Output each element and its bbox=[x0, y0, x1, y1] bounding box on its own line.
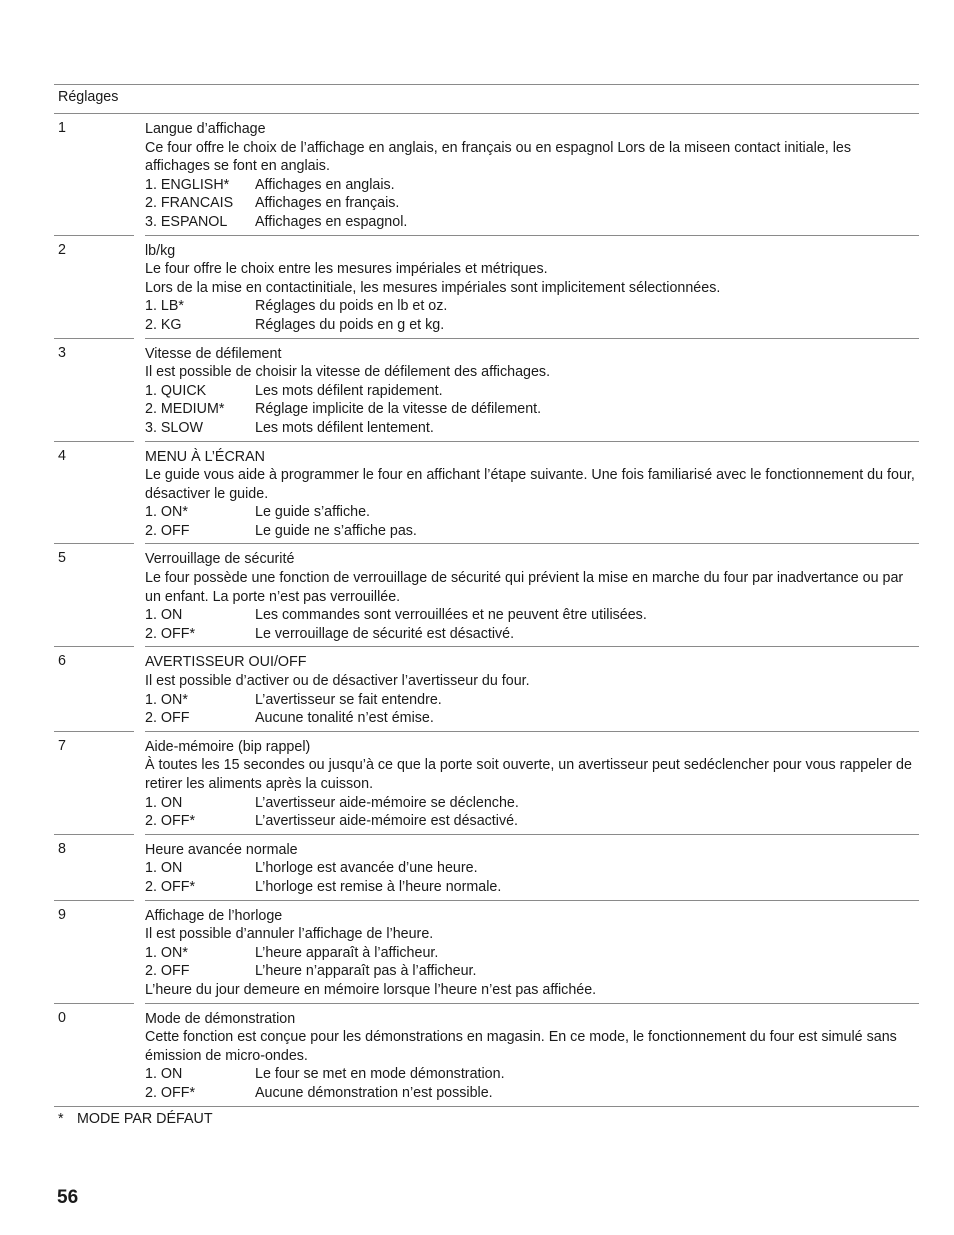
setting-option bbox=[145, 1084, 919, 1103]
setting-option bbox=[145, 859, 919, 878]
option-description: Réglages du poids en lb et oz. bbox=[255, 298, 448, 315]
option-description: Le verrouillage de sécurité est désactivé. bbox=[255, 625, 515, 642]
option-key: 1. QUICK bbox=[145, 382, 207, 399]
setting-description: Cette fonction est conçue pour les démonstrations en magasin. En ce mode, le fonctionnement du four est simulé sans émission de micro-ondes. bbox=[145, 1029, 897, 1064]
setting-description: Le four possède une fonction de verrouillage de sécurité qui prévient la mise en marche du four par inadvertance ou par un enfant. La porte n’est pas verrouillée. bbox=[145, 570, 904, 605]
setting-option bbox=[145, 878, 919, 897]
setting-note: L’heure du jour demeure en mémoire lorsque l’heure n’est pas affichée. bbox=[145, 981, 597, 998]
option-key: 1. ON bbox=[145, 1066, 183, 1083]
setting-content bbox=[145, 242, 919, 335]
option-key: 1. ON bbox=[145, 860, 183, 877]
setting-row bbox=[54, 901, 919, 1003]
setting-title: lb/kg bbox=[145, 242, 176, 259]
setting-option bbox=[145, 400, 919, 419]
option-key: 2. OFF bbox=[145, 710, 190, 727]
option-key: 1. ON* bbox=[145, 944, 188, 961]
option-description: L’avertisseur aide-mémoire se déclenche. bbox=[255, 794, 519, 811]
option-description: Affichages en français. bbox=[255, 195, 400, 212]
setting-description: Le guide vous aide à programmer le four en affichant l’étape suivante. Une fois familiarisé avec le fonctionnement du four, désactiver le guide. bbox=[145, 467, 915, 502]
setting-row bbox=[54, 442, 919, 544]
setting-description: Il est possible de choisir la vitesse de défilement des affichages. bbox=[145, 364, 551, 381]
option-key: 2. OFF* bbox=[145, 878, 196, 895]
option-description: L’avertisseur se fait entendre. bbox=[255, 691, 442, 708]
settings-rows bbox=[54, 114, 919, 1106]
option-description: Aucune tonalité n’est émise. bbox=[255, 710, 434, 727]
setting-row bbox=[54, 647, 919, 730]
option-key: 1. ENGLISH* bbox=[145, 176, 230, 193]
row-separator bbox=[54, 441, 919, 442]
setting-row bbox=[54, 1004, 919, 1106]
option-description: L’heure n’apparaît pas à l’afficheur. bbox=[255, 963, 477, 980]
setting-content bbox=[145, 653, 919, 727]
option-description: Aucune démonstration n’est possible. bbox=[255, 1084, 493, 1101]
setting-number: 6 bbox=[58, 653, 66, 670]
setting-option bbox=[145, 794, 919, 813]
setting-option bbox=[145, 503, 919, 522]
setting-option bbox=[145, 194, 919, 213]
option-description: Le guide ne s’affiche pas. bbox=[255, 522, 417, 539]
setting-number: 7 bbox=[58, 737, 66, 754]
setting-content bbox=[145, 907, 919, 1000]
row-separator bbox=[54, 338, 919, 339]
row-separator bbox=[54, 900, 919, 901]
setting-title: Vitesse de défilement bbox=[145, 345, 282, 362]
option-description: Affichages en anglais. bbox=[255, 176, 395, 193]
footnote-text: MODE PAR DÉFAUT bbox=[77, 1110, 213, 1127]
setting-option bbox=[145, 419, 919, 438]
option-key: 2. KG bbox=[145, 316, 182, 333]
setting-title: Verrouillage de sécurité bbox=[145, 551, 295, 568]
option-key: 2. MEDIUM* bbox=[145, 401, 225, 418]
option-key: 2. OFF* bbox=[145, 1084, 196, 1101]
option-description: L’horloge est avancée d’une heure. bbox=[255, 860, 478, 877]
setting-option bbox=[145, 1065, 919, 1084]
option-key: 3. ESPANOL bbox=[145, 213, 228, 230]
option-key: 1. LB* bbox=[145, 298, 184, 315]
setting-content bbox=[145, 345, 919, 438]
setting-number: 9 bbox=[58, 906, 66, 923]
setting-option bbox=[145, 176, 919, 195]
setting-row bbox=[54, 835, 919, 900]
row-separator bbox=[54, 543, 919, 544]
row-separator bbox=[54, 1003, 919, 1004]
option-key: 3. SLOW bbox=[145, 419, 203, 436]
option-key: 1. ON bbox=[145, 794, 183, 811]
setting-number: 3 bbox=[58, 344, 66, 361]
setting-content bbox=[145, 738, 919, 831]
setting-option bbox=[145, 382, 919, 401]
footnote bbox=[54, 1107, 919, 1127]
setting-number: 5 bbox=[58, 550, 66, 567]
setting-row bbox=[54, 339, 919, 441]
setting-number: 2 bbox=[58, 241, 66, 258]
setting-content bbox=[145, 550, 919, 643]
setting-description: Il est possible d’annuler l’affichage de l’heure. bbox=[145, 926, 434, 943]
option-key: 2. FRANCAIS bbox=[145, 195, 234, 212]
setting-number: 4 bbox=[58, 447, 66, 464]
setting-option bbox=[145, 213, 919, 232]
setting-content bbox=[145, 1010, 919, 1103]
setting-option bbox=[145, 522, 919, 541]
settings-table bbox=[54, 84, 919, 1127]
setting-description: Il est possible d’activer ou de désactiver l’avertisseur du four. bbox=[145, 673, 530, 690]
setting-option bbox=[145, 709, 919, 728]
option-key: 2. OFF* bbox=[145, 625, 196, 642]
setting-row bbox=[54, 544, 919, 646]
setting-content bbox=[145, 120, 919, 232]
row-separator bbox=[54, 235, 919, 236]
option-description: Les mots défilent rapidement. bbox=[255, 382, 443, 399]
setting-option bbox=[145, 944, 919, 963]
setting-option bbox=[145, 812, 919, 831]
option-key: 2. OFF* bbox=[145, 813, 196, 830]
option-description: Le guide s’affiche. bbox=[255, 504, 370, 521]
option-key: 2. OFF bbox=[145, 522, 190, 539]
option-description: Réglages du poids en g et kg. bbox=[255, 316, 445, 333]
setting-option bbox=[145, 691, 919, 710]
footnote-star: * bbox=[58, 1110, 64, 1127]
setting-number: 0 bbox=[58, 1009, 66, 1026]
setting-row bbox=[54, 732, 919, 834]
option-description: L’heure apparaît à l’afficheur. bbox=[255, 944, 439, 961]
option-description: L’horloge est remise à l’heure normale. bbox=[255, 878, 502, 895]
setting-number: 1 bbox=[58, 120, 66, 136]
option-description: Affichages en espagnol. bbox=[255, 213, 408, 230]
setting-title: Aide-mémoire (bip rappel) bbox=[145, 738, 311, 755]
option-description: Le four se met en mode démonstration. bbox=[255, 1066, 505, 1083]
setting-row bbox=[54, 114, 919, 235]
option-description: Les mots défilent lentement. bbox=[255, 419, 434, 436]
setting-title: AVERTISSEUR OUI/OFF bbox=[145, 654, 307, 671]
option-key: 1. ON bbox=[145, 607, 183, 624]
setting-title: Affichage de l’horloge bbox=[145, 907, 283, 924]
row-separator bbox=[54, 646, 919, 647]
setting-description: Ce four offre le choix de l’affichage en anglais, en français ou en espagnol Lors de la miseen contact initiale, les affichages se font en anglais. bbox=[145, 139, 852, 175]
row-separator bbox=[54, 834, 919, 835]
setting-option bbox=[145, 297, 919, 316]
row-separator bbox=[54, 731, 919, 732]
option-description: Les commandes sont verrouillées et ne peuvent être utilisées. bbox=[255, 607, 647, 624]
setting-description: À toutes les 15 secondes ou jusqu’à ce que la porte soit ouverte, un avertisseur peut sedéclencher pour vous rappeler de retirer les aliments après la cuisson. bbox=[145, 757, 912, 792]
setting-option bbox=[145, 606, 919, 625]
setting-option bbox=[145, 625, 919, 644]
setting-row bbox=[54, 236, 919, 338]
setting-description: Lors de la mise en contactinitiale, les mesures impériales sont implicitement sélectionnées. bbox=[145, 279, 721, 296]
setting-description: Le four offre le choix entre les mesures impériales et métriques. bbox=[145, 261, 548, 278]
setting-option bbox=[145, 962, 919, 981]
option-description: L’avertisseur aide-mémoire est désactivé. bbox=[255, 813, 519, 830]
setting-title: MENU À L’ÉCRAN bbox=[145, 448, 265, 465]
setting-content bbox=[145, 448, 919, 541]
setting-title: Mode de démonstration bbox=[145, 1010, 296, 1027]
setting-option bbox=[145, 316, 919, 335]
option-key: 1. ON* bbox=[145, 691, 188, 708]
option-description: Réglage implicite de la vitesse de défilement. bbox=[255, 401, 542, 418]
option-key: 2. OFF bbox=[145, 963, 190, 980]
option-key: 1. ON* bbox=[145, 504, 188, 521]
setting-number: 8 bbox=[58, 840, 66, 857]
page-number: 56 bbox=[57, 1187, 79, 1208]
setting-title: Langue d’affichage bbox=[145, 121, 266, 137]
setting-content bbox=[145, 841, 919, 897]
table-header: Réglages bbox=[58, 89, 119, 105]
setting-title: Heure avancée normale bbox=[145, 841, 298, 858]
